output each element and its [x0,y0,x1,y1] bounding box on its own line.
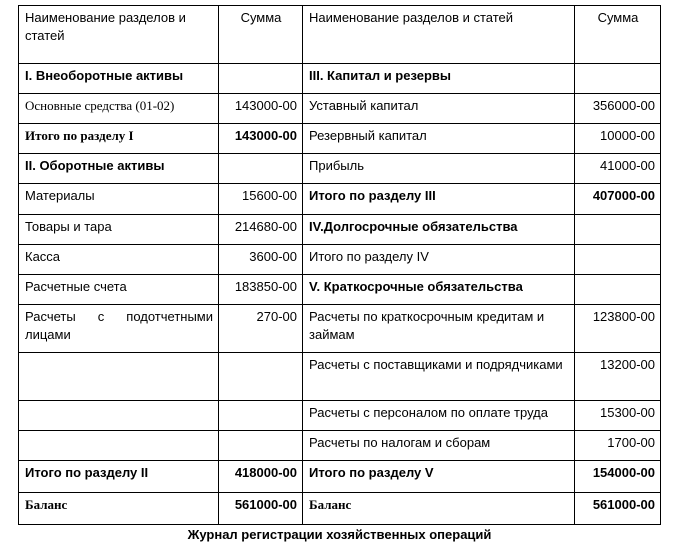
section-total-label: Итого по разделу IV [303,245,575,275]
amount-cell [219,154,303,184]
header-left-sum: Сумма [219,6,303,64]
table-row [19,275,661,305]
item-label: Расчеты с поставщиками и подрядчиками [303,353,575,401]
amount-cell: 214680-00 [219,215,303,245]
balance-sheet-table [18,5,661,525]
table-row [19,215,661,245]
section-title: IV.Долгосрочные обязательства [303,215,575,245]
balance-total-label: Баланс [303,493,575,525]
item-label: Расчеты с подотчетными лицами [19,305,219,353]
table-row [19,431,661,461]
item-label [19,401,219,431]
header-left-name: Наименование разделов и статей [19,6,219,64]
section-total-label: Итого по разделу I [19,124,219,154]
table-row [19,461,661,493]
amount-cell: 41000-00 [575,154,661,184]
section-caption: Журнал регистрации хозяйственных операций [187,527,492,542]
balance-total-label: Баланс [19,493,219,525]
item-label: Расчеты по налогам и сборам [303,431,575,461]
amount-cell [219,353,303,401]
item-label [19,431,219,461]
table-row [19,184,661,215]
amount-cell: 407000-00 [575,184,661,215]
amount-cell [219,431,303,461]
item-label: Товары и тара [19,215,219,245]
section-title: V. Краткосрочные обязательства [303,275,575,305]
section-total-label: Итого по разделу III [303,184,575,215]
table-row [19,154,661,184]
item-label: Касса [19,245,219,275]
amount-cell: 15600-00 [219,184,303,215]
section-title: II. Оборотные активы [19,154,219,184]
amount-cell [575,245,661,275]
amount-cell [575,275,661,305]
item-label: Расчеты по краткосрочным кредитам и займам [303,305,575,353]
header-right-name: Наименование разделов и статей [303,6,575,64]
amount-cell: 13200-00 [575,353,661,401]
table-row [19,94,661,124]
amount-cell: 183850-00 [219,275,303,305]
item-label: Уставный капитал [303,94,575,124]
item-label: Расчетные счета [19,275,219,305]
amount-cell: 356000-00 [575,94,661,124]
header-right-sum: Сумма [575,6,661,64]
amount-cell: 143000-00 [219,124,303,154]
amount-cell: 123800-00 [575,305,661,353]
table-row [19,124,661,154]
item-label [19,353,219,401]
item-label: Расчеты с персоналом по оплате труда [303,401,575,431]
item-label: Основные средства (01-02) [19,94,219,124]
amount-cell: 418000-00 [219,461,303,493]
amount-cell: 561000-00 [575,493,661,525]
table-row [19,493,661,525]
table-header-row [19,6,661,64]
amount-cell [575,215,661,245]
amount-cell [219,401,303,431]
amount-cell: 1700-00 [575,431,661,461]
amount-cell [219,64,303,94]
table-row [19,353,661,401]
amount-cell: 10000-00 [575,124,661,154]
amount-cell: 15300-00 [575,401,661,431]
section-total-label: Итого по разделу II [19,461,219,493]
amount-cell: 143000-00 [219,94,303,124]
amount-cell: 561000-00 [219,493,303,525]
amount-cell: 270-00 [219,305,303,353]
table-row [19,245,661,275]
item-label: Резервный капитал [303,124,575,154]
table-row [19,64,661,94]
table-row [19,305,661,353]
amount-cell: 154000-00 [575,461,661,493]
section-title: III. Капитал и резервы [303,64,575,94]
item-label: Материалы [19,184,219,215]
amount-cell: 3600-00 [219,245,303,275]
section-title: I. Внеоборотные активы [19,64,219,94]
amount-cell [575,64,661,94]
section-total-label: Итого по разделу V [303,461,575,493]
table-row [19,401,661,431]
item-label: Прибыль [303,154,575,184]
